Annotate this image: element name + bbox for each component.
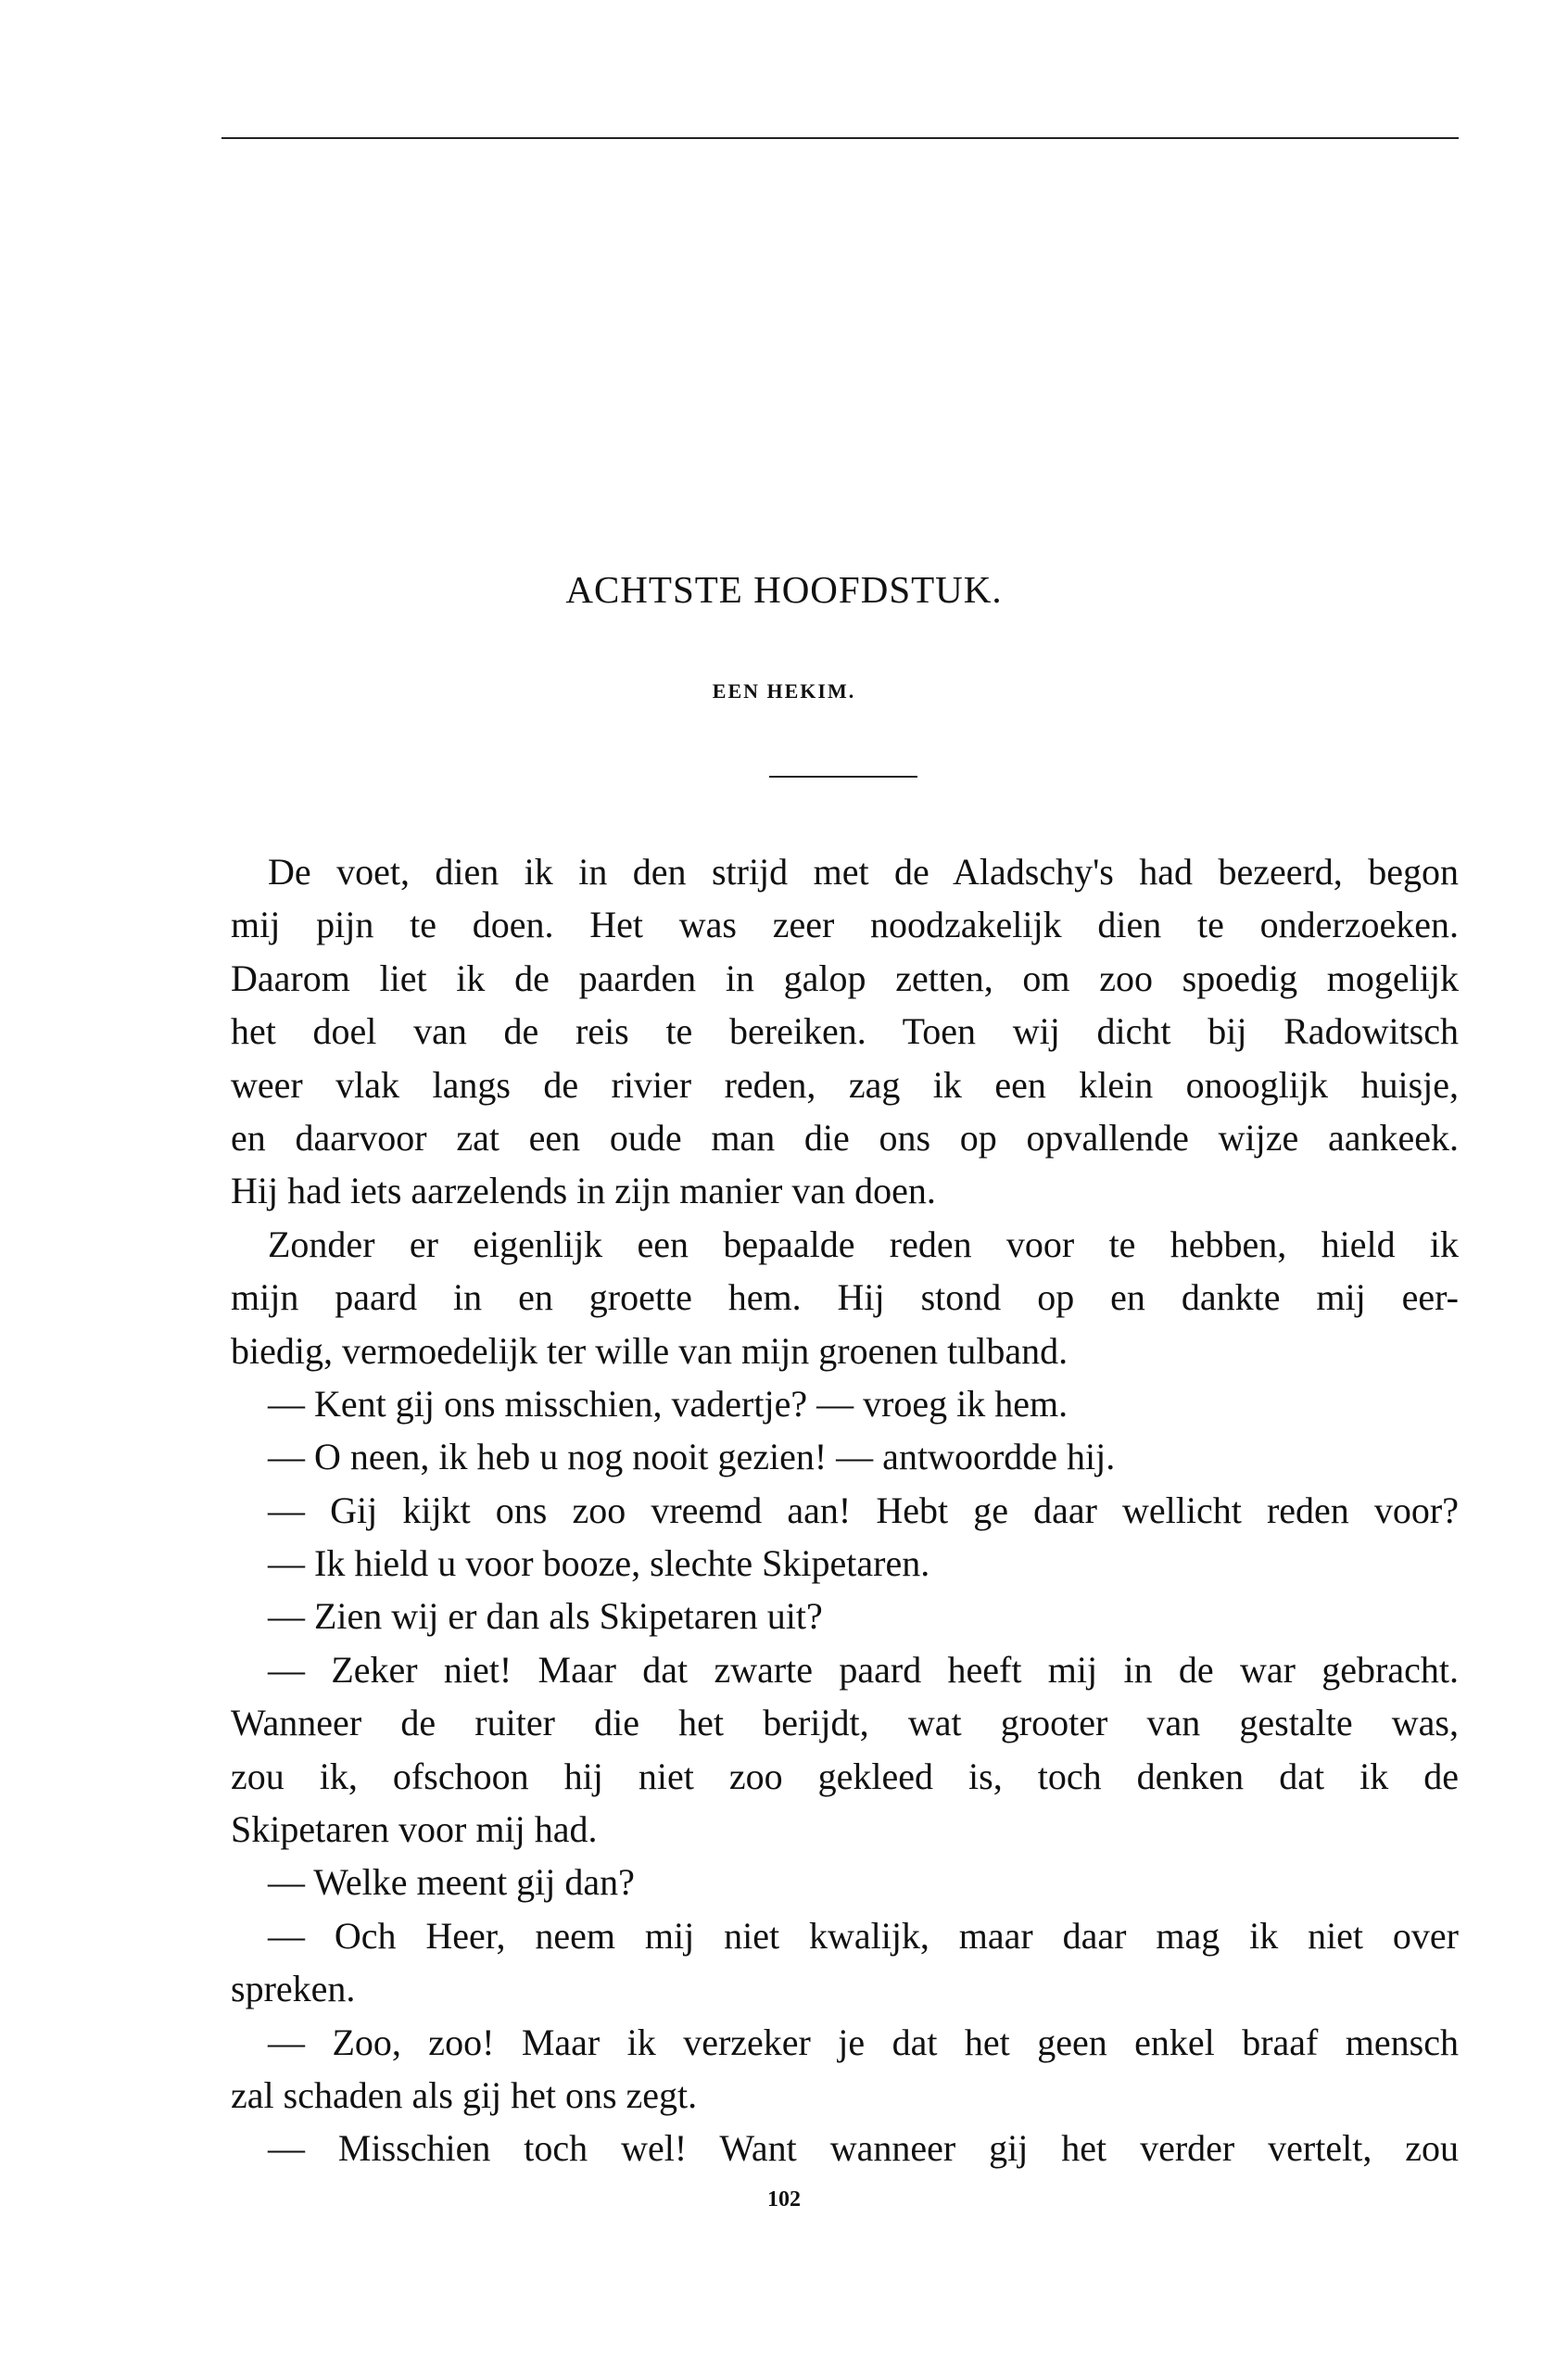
text-line: zal schaden als gij het ons zegt. xyxy=(231,2073,698,2116)
text-line: mijn paard in en groette hem. Hij stond op en dankte mij eer- xyxy=(231,1276,1459,1319)
header-rule xyxy=(221,137,1459,139)
text-line: Wanneer de ruiter die het berijdt, wat grooter van gestalte was, xyxy=(231,1702,1459,1744)
text-line: het doel van de reis te bereiken. Toen wij dicht bij Radowitsch xyxy=(231,1010,1459,1053)
text-line: — Zoo, zoo! Maar ik verzeker je dat het geen enkel braaf mensch xyxy=(268,2021,1459,2063)
text-line: en daarvoor zat een oude man die ons op opvallende wijze aankeek. xyxy=(231,1116,1459,1159)
text-line: — O neen, ik heb u nog nooit gezien! — antwoordde hij. xyxy=(268,1436,1116,1478)
text-line: Daarom liet ik de paarden in galop zetten, om zoo spoedig mogelijk xyxy=(231,957,1459,999)
text-line: — Misschien toch wel! Want wanneer gij het verder vertelt, zou xyxy=(268,2127,1459,2170)
chapter-subtitle: EEN HEKIM. xyxy=(712,679,856,703)
text-line: Zonder er eigenlijk een bepaalde reden voor te hebben, hield ik xyxy=(268,1223,1459,1265)
text-line: — Welke meent gij dan? xyxy=(268,1861,635,1904)
chapter-title: ACHTSTE HOOFDSTUK. xyxy=(565,568,1003,611)
text-line: — Zien wij er dan als Skipetaren uit? xyxy=(268,1595,823,1638)
text-line: Skipetaren voor mij had. xyxy=(231,1808,598,1851)
text-line: Hij had iets aarzelends in zijn manier van doen. xyxy=(231,1170,936,1212)
text-line: — Kent gij ons misschien, vadertje? — vroeg ik hem. xyxy=(268,1382,1069,1425)
page-number: 102 xyxy=(767,2187,801,2212)
text-line: — Och Heer, neem mij niet kwalijk, maar daar mag ik niet over xyxy=(268,1914,1459,1957)
body-text xyxy=(231,845,1459,2175)
text-line: weer vlak langs de rivier reden, zag ik een klein onooglijk huisje, xyxy=(231,1063,1459,1106)
text-line: — Zeker niet! Maar dat zwarte paard heeft mij in de war gebracht. xyxy=(268,1648,1459,1691)
text-line: spreken. xyxy=(231,1968,356,2010)
text-line: — Ik hield u voor booze, slechte Skipetaren. xyxy=(268,1542,930,1585)
text-line: zou ik, ofschoon hij niet zoo gekleed is, toch denken dat ik de xyxy=(231,1755,1459,1797)
text-line: De voet, dien ik in den strijd met de Aladschy's had bezeerd, begon xyxy=(268,851,1459,893)
text-line: mij pijn te doen. Het was zeer noodzakelijk dien te onderzoeken. xyxy=(231,904,1459,946)
title-separator-rule xyxy=(769,776,917,778)
text-line: — Gij kijkt ons zoo vreemd aan! Hebt ge daar wellicht reden voor? xyxy=(268,1489,1459,1531)
text-line: biedig, vermoedelijk ter wille van mijn groenen tulband. xyxy=(231,1329,1069,1372)
